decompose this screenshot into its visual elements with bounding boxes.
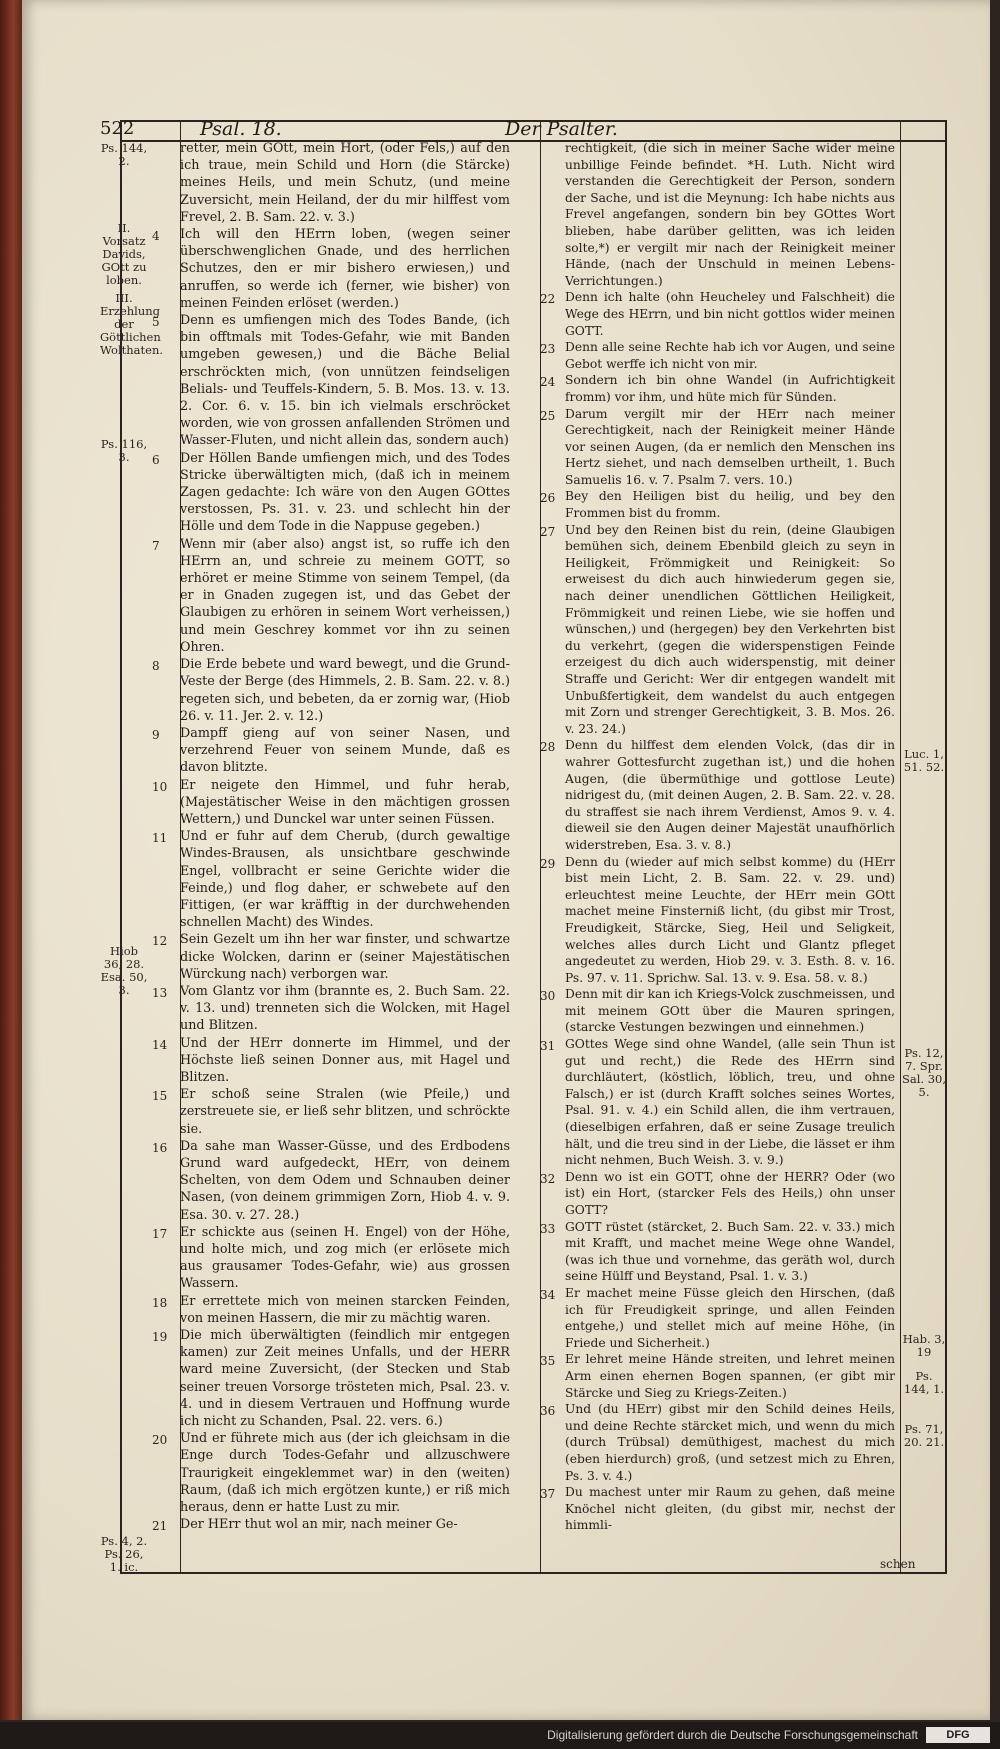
verse bbox=[565, 1169, 895, 1219]
verse bbox=[180, 226, 510, 312]
verse-text: GOTT rüstet (stärcket, 2. Buch Sam. 22. v. 33.) mich mit Krafft, und machet meine Wege ohne Wandel, (was ich thue und vornehme, das geräth wol, durch seine Hülff und Beystand, Psal. 1. v. 3.) bbox=[565, 1219, 895, 1284]
verse-number: 5 bbox=[152, 315, 160, 329]
verse-number: 28 bbox=[540, 740, 556, 754]
running-head-left: Psal. 18. bbox=[200, 118, 282, 140]
verse-number: 18 bbox=[152, 1296, 168, 1310]
verse-number: 37 bbox=[540, 1487, 556, 1501]
dfg-logo: DFG bbox=[926, 1727, 990, 1743]
verse-number: 22 bbox=[540, 292, 556, 306]
verse-text: Bey den Heiligen bist du heilig, und bey den Frommen bist du fromm. bbox=[565, 489, 895, 521]
verse bbox=[180, 1430, 510, 1516]
verse-number: 26 bbox=[540, 491, 556, 505]
verse-text: Und der HErr donnerte im Himmel, und der Höchste ließ seinen Donner aus, mit Hagel und Blitzen. bbox=[180, 1035, 510, 1085]
left-text-column bbox=[180, 140, 510, 1558]
verse-number: 34 bbox=[540, 1288, 556, 1302]
verse bbox=[565, 986, 895, 1036]
verse-number: 24 bbox=[540, 375, 556, 389]
verse bbox=[180, 1327, 510, 1430]
verse bbox=[565, 140, 895, 289]
verse bbox=[180, 656, 510, 725]
verse-number: 36 bbox=[540, 1404, 556, 1418]
verse bbox=[180, 931, 510, 983]
verse bbox=[565, 1036, 895, 1169]
verse bbox=[180, 1293, 510, 1327]
verse-number: 31 bbox=[540, 1039, 556, 1053]
verse bbox=[180, 828, 510, 931]
verse-text: Der HErr thut wol an mir, nach meiner Ge- bbox=[180, 1517, 458, 1533]
margin-note: Hiob 36, 28. Esa. 50, 3. bbox=[100, 944, 148, 997]
verse-number: 7 bbox=[152, 539, 160, 553]
verse-text: Er errettete mich von meinen starcken Feinden, von meinen Hassern, die mir zu mächtig waren. bbox=[180, 1293, 510, 1326]
verse bbox=[180, 983, 510, 1035]
verse-number: 35 bbox=[540, 1354, 556, 1368]
verse-text: Die mich überwältigten (feindlich mir entgegen kamen) zur Zeit meines Unfalls, und der HERR ward meine Zuversicht, (der Stecken und Stab seiner treuen Vorsorge trösteten mich, Psal. 23. v. 4. und in diesem Vertrauen und Hoffnung wurde ich nicht zu Schanden, Psal. 22. vers. 6.) bbox=[180, 1328, 510, 1430]
verse-text: Da sahe man Wasser-Güsse, und des Erdbodens Grund ward aufgedeckt, HErr, von deinem Schelten, von dem Odem und Schnauben deiner Nasen, (von deinem grimmigen Zorn, Hiob 4. v. 9. Esa. 30. v. 27. 28.) bbox=[180, 1138, 510, 1223]
verse-number: 25 bbox=[540, 409, 556, 423]
verse bbox=[180, 1138, 510, 1224]
verse-text: Der Höllen Bande umfiengen mich, und des Todes Stricke überwältigten mich, (daß ich in meinem Zagen gedachte: Ich wäre von den Augen GOttes verstossen, Ps. 31. v. 23. und schlecht hin der Hölle und dem Tode in die Nappuse gegeben.) bbox=[180, 450, 510, 535]
verse bbox=[180, 725, 510, 777]
page-number: 522 bbox=[100, 118, 135, 139]
verse-text: Denn es umfiengen mich des Todes Bande, (ich bin offtmals mit Todes-Gefahr, wie mit Banden umgeben gewesen,) und die Bäche Belial erschröckten mich, (von unnützen feindseligen Belials- und Teuffels-Kindern, 5. B. Mos. 13. v. 13. 2. Cor. 6. v. 15. bin ich vielmals erschröcket worden, wie von grossen anfallenden Strömen und Wasser-Fluten, und nicht allein das, sondern auch) bbox=[180, 313, 510, 449]
verse bbox=[180, 450, 510, 536]
verse-number: 21 bbox=[152, 1519, 168, 1533]
verse bbox=[180, 777, 510, 829]
footer-bar bbox=[0, 1722, 1000, 1749]
verse-text: Die Erde bebete und ward bewegt, und die Grund-Veste der Berge (des Himmels, 2. B. Sam. 22. v. 8.) regeten sich, und bebeten, da er zornig war, (Hiob 26. v. 11. Jer. 2. v. 12.) bbox=[180, 657, 510, 724]
verse bbox=[565, 737, 895, 853]
verse bbox=[180, 312, 510, 450]
verse-text: Er neigete den Himmel, und fuhr herab, (Majestätischer Weise in den mächtigen grossen Wettern,) und Dunckel war unter seinen Füssen. bbox=[180, 777, 510, 827]
verse bbox=[180, 1035, 510, 1087]
verse-number: 9 bbox=[152, 728, 160, 742]
verse-number: 23 bbox=[540, 342, 556, 356]
footer-credit: Digitalisierung gefördert durch die Deutsche Forschungsgemeinschaft bbox=[547, 1728, 918, 1742]
verse bbox=[565, 1219, 895, 1285]
verse-text: rechtigkeit, (die sich in meiner Sache wider meine unbillige Feinde befindet. *H. Luth. Nicht wird verstanden die Gerechtigkeit der Person, sondern der Sache, und ist die Meynung: Ich habe nichts aus Frevel angefangen, sondern bin bey GOttes Wort blieben, habe darüber gelitten, was ich leiden solte,*) er vergilt mir nach der Reinigkeit meiner Hände, (nach der Unschuld in meinen Lebens-Verrichtungen.) bbox=[565, 141, 895, 288]
verse bbox=[180, 1516, 510, 1533]
margin-note: Ps. 71, 20. 21. bbox=[903, 1422, 945, 1449]
verse-text: Und (du HErr) gibst mir den Schild deines Heils, und deine Rechte stärcket mich, und wenn du mich (durch Trübsal) demüthigest, machest du mich (eben hierdurch) groß, (und setzest mich zu Ehren, Ps. 3. v. 4.) bbox=[565, 1402, 895, 1483]
verse-text: Ich will den HErrn loben, (wegen seiner überschwenglichen Gnade, und des herrlichen Schutzes, den er mir bishero erwiesen,) und anruffen, so werde ich (ferner, wie bisher) von meinen Feinden erlöset (werden.) bbox=[180, 227, 510, 311]
verse bbox=[180, 536, 510, 656]
verse-number: 20 bbox=[152, 1433, 168, 1447]
verse-text: Er lehret meine Hände streiten, und lehret meinen Arm einen ehernen Bogen spannen, (er gibt mir Stärcke und Sieg zu Kriegs-Zeiten.) bbox=[565, 1352, 895, 1400]
verse-text: Denn ich halte (ohn Heucheley und Falschheit) die Wege des HErrn, und bin nicht gottlos wider meinen GOTT. bbox=[565, 290, 895, 338]
column-rule bbox=[900, 120, 901, 1572]
book-spine bbox=[0, 0, 22, 1720]
margin-note: Ps. 144, 2. bbox=[100, 141, 148, 168]
verse bbox=[565, 289, 895, 339]
verse-text: Dampff gieng auf von seiner Nasen, und verzehrend Feuer von seinem Munde, daß es davon blitzte. bbox=[180, 725, 510, 776]
verse-text: Wenn mir (aber also) angst ist, so ruffe ich den HErrn an, und schreie zu meinem GOTT, so erhöret er meine Stimme von seinem Tempel, (da er in Gnaden zugegen ist, und das Gebet der Glaubigen zu erhören in seinem Wort verheissen,) und mein Geschrey kommet vor ihn zu seinen Ohren. bbox=[180, 536, 510, 655]
verse-text: Darum vergilt mir der HErr nach meiner Gerechtigkeit, nach der Reinigkeit meiner Hände vor seinen Augen, (da er nemlich den Menschen ins Hertz siehet, und nach demselben urtheilt, 1. Buch Samuelis 16. v. 7. Psalm 7. vers. 10.) bbox=[565, 406, 895, 487]
verse-number: 14 bbox=[152, 1038, 168, 1052]
verse bbox=[180, 140, 510, 226]
verse-text: Denn mit dir kan ich Kriegs-Volck zuschmeissen, und mit meinem GOtt über die Mauren springen, (starcke Vestungen bezwingen und einnehmen.) bbox=[565, 987, 895, 1035]
verse-text: Sondern ich bin ohne Wandel (in Aufrichtigkeit fromm) vor ihm, und hüte mich für Sünden. bbox=[565, 373, 895, 404]
verse bbox=[565, 522, 895, 738]
margin-note: Ps. 116, 3. bbox=[100, 437, 148, 464]
verse-text: Sein Gezelt um ihn her war finster, und schwartze dicke Wolcken, darinn er (seiner Majestätischen Würckung nach) verborgen war. bbox=[180, 932, 510, 982]
verse bbox=[180, 1086, 510, 1138]
verse-number: 8 bbox=[152, 659, 160, 673]
catchword: schen bbox=[880, 1557, 916, 1571]
margin-note: II. Vorsatz Davids, GOtt zu loben. bbox=[101, 221, 147, 287]
verse-text: Denn du hilffest dem elenden Volck, (das dir in wahrer Gottesfurcht zugethan ist,) und die hohen Augen, (die übermüthige und gottlose Leute) nidrigest du, (mit deinen Augen, 2. B. Sam. 22. v. 28. du straffest sie nach ihrem Verdienst, Amos 9. v. 4. dieweil sie den Augen deiner Majestät unaufhörlich widerstreben, Esa. 3. v. 8.) bbox=[565, 738, 895, 852]
verse-text: Du machest unter mir Raum zu gehen, daß meine Knöchel nicht gleiten, (du gibst mir, nechst der himmli- bbox=[565, 1485, 895, 1533]
verse-number: 13 bbox=[152, 986, 168, 1000]
right-text-column bbox=[565, 140, 895, 1558]
verse-number: 10 bbox=[152, 780, 168, 794]
verse-text: Er schoß seine Stralen (wie Pfeile,) und zerstreuete sie, er ließ sehr blitzen, und schröckte sie. bbox=[180, 1087, 510, 1137]
margin-note: Ps. 144, 1. bbox=[903, 1369, 945, 1396]
verse-text: Und er führete mich aus (der ich gleichsam in die Enge durch Todes-Gefahr und allzuschwere Traurigkeit eingeklemmet war) in den (weiten) Raum, (daß ich mich ergötzen kunte,) er riß mich heraus, denn er hatte Lust zu mir. bbox=[180, 1431, 510, 1516]
margin-note: Ps. 12, 7. Spr. Sal. 30, 5. bbox=[902, 1046, 947, 1099]
verse-number: 11 bbox=[152, 831, 168, 845]
verse-number: 15 bbox=[152, 1089, 168, 1103]
verse bbox=[565, 1484, 895, 1534]
verse bbox=[180, 1224, 510, 1293]
verse bbox=[565, 339, 895, 372]
running-head-right: Der Psalter. bbox=[505, 118, 618, 140]
verse-text: Und bey den Reinen bist du rein, (deine Glaubigen bemühen sich, deinem Ebenbild gleich zu seyn in Heiligkeit, Frömmigkeit und Reinigkeit: So erweisest du dich auch hinwiederum gegen sie, nach deiner unendlichen Göttlichen Heiligkeit, Frömmigkeit und reinen Liebe, wie sie hoffen und wünschen,) und (hergegen) bey den Verkehrten bist du verkehrt, (gegen die widerspenstigen Feinde erzeigest du dich auch widerspenstig, mit deiner Straffe und Gericht: Wer dir entgegen wandelt mit Unbußfertigkeit, dem wandelst du auch entgegen mit Zorn und strenger Gerechtigkeit, 3. B. Mos. 26. v. 23. 24.) bbox=[565, 522, 895, 736]
verse bbox=[565, 1285, 895, 1351]
verse-number: 27 bbox=[540, 525, 556, 539]
verse-text: GOttes Wege sind ohne Wandel, (alle sein Thun ist gut und recht,) die Rede des HErrn sind durchläutert, (köstlich, löblich, treu, und ohne Falsch,) er ist (durch Krafft solches seines Wortes, Psal. 91. v. 4.) ein Schild allen, die ihm vertrauen, (dieselbigen erfahren, daß er seine Zusage treulich hält, und die treu sind in der Liebe, die lässet er ihm nicht nehmen, Buch Weish. 3. v. 9.) bbox=[565, 1037, 895, 1168]
verse-text: Denn alle seine Rechte hab ich vor Augen, und seine Gebot werffe ich nicht von mir. bbox=[565, 340, 895, 371]
verse-number: 6 bbox=[152, 453, 160, 467]
margin-note: III. Erzehlung der Göttlichen Wolthaten. bbox=[100, 291, 164, 357]
verse-number: 32 bbox=[540, 1172, 556, 1186]
verse-text: Er schickte aus (seinen H. Engel) von der Höhe, und holte mich, und zog mich (er erlösete mich aus grausamer Todes-Gefahr, wie) aus grossen Wassern. bbox=[180, 1224, 510, 1292]
verse bbox=[565, 1401, 895, 1484]
verse bbox=[565, 854, 895, 987]
verse-number: 33 bbox=[540, 1222, 556, 1236]
margin-note: Hab. 3, 19 bbox=[902, 1332, 946, 1359]
verse bbox=[565, 1351, 895, 1401]
verse bbox=[565, 488, 895, 521]
verse-text: Und er fuhr auf dem Cherub, (durch gewaltige Windes-Brausen, als unsichtbare geschwinde Engel, vollbracht er seine Gerichte wider die Feinde,) und flog daher, er schwebete auf den Fittigen, (er war kräfftig in der durchwehenden schnellen Macht) des Windes. bbox=[180, 829, 510, 931]
verse-number: 16 bbox=[152, 1141, 168, 1155]
verse-number: 4 bbox=[152, 229, 160, 243]
verse-text: Er machet meine Füsse gleich den Hirschen, (daß ich für Freudigkeit springe, und allen Feinden entgehe,) und stellet mich auf meine Höhe, (in Friede und Sicherheit.) bbox=[565, 1285, 895, 1350]
margin-note: Ps. 4, 2. Ps. 26, 1. ic. bbox=[100, 1534, 148, 1574]
verse-number: 17 bbox=[152, 1227, 168, 1241]
verse bbox=[565, 372, 895, 405]
verse-number: 19 bbox=[152, 1330, 168, 1344]
verse-text: Denn du (wieder auf mich selbst komme) du (HErr bist mein Licht, 2. B. Sam. 22. v. 29. und) erleuchtest meine Leuchte, der HErr mein GOtt machet meine Finsterniß licht, (du gibst mir Trost, Freudigkeit, Stärcke, Sieg, Heil und Seligkeit, welches alles durch Licht und Glantz pfleget angedeutet zu werden, Hiob 29. v. 3. Esth. 8. v. 16. Ps. 97. v. 11. Sprichw. Sal. 13. v. 9. Esa. 58. v. 8.) bbox=[565, 854, 895, 985]
verse bbox=[565, 406, 895, 489]
verse-number: 12 bbox=[152, 934, 168, 948]
margin-note: Luc. 1, 51. 52. bbox=[903, 747, 945, 774]
verse-text: Vom Glantz vor ihm (brannte es, 2. Buch Sam. 22. v. 13. und) trenneten sich die Wolcken, mit Hagel und Blitzen. bbox=[180, 983, 510, 1034]
verse-text: Denn wo ist ein GOTT, ohne der HERR? Oder (wo ist) ein Hort, (starcker Fels des Heils,) ohn unser GOTT? bbox=[565, 1169, 895, 1217]
verse-number: 29 bbox=[540, 857, 556, 871]
verse-text: retter, mein GOtt, mein Hort, (oder Fels,) auf den ich traue, mein Schild und Horn (die Stärcke) meines Heils, und mein Schutz, (und meine Zuversicht, mein Heiland, der du mir hilffest vom Frevel, 2. B. Sam. 22. v. 3.) bbox=[180, 141, 510, 225]
verse-number: 30 bbox=[540, 989, 556, 1003]
